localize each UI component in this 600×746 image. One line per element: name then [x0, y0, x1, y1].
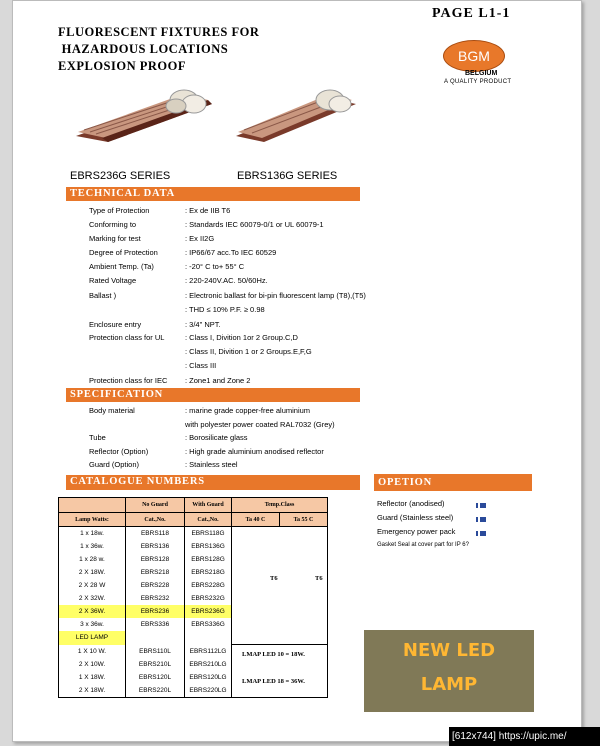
spec-value: with polyester power coated RAL7032 (Grey) [185, 420, 335, 429]
spec-label: Degree of Protection [89, 248, 158, 257]
table-cell: EBRS228G [185, 579, 232, 592]
table-row-led-heading [59, 631, 328, 645]
bgm-logo [443, 40, 505, 72]
title-line-3: EXPLOSION PROOF [58, 59, 186, 73]
table-cell: EBRS120LG [185, 671, 232, 684]
led-note-1: LMAP LED 10 = 18W. [242, 651, 305, 658]
spec-value: : 220-240V.AC. 50/60Hz. [185, 276, 268, 285]
spec-value: : Ex de IIB T6 [185, 206, 231, 215]
table-cell: 2 X 18W. [59, 566, 126, 579]
option-heading: OPETION [374, 474, 532, 491]
spec-label: Ballast ) [89, 291, 117, 300]
table-cell: 1 x 28 w. [59, 553, 126, 566]
spec-label: Rated Voltage [89, 276, 137, 285]
table-cell: 2 X 10W. [59, 658, 126, 671]
table-row [59, 645, 328, 658]
reflector-icon [476, 502, 486, 509]
table-cell: EBRS210L [126, 658, 185, 671]
spec-label: Tube [89, 433, 106, 442]
series-label-1: EBRS236G SERIES [70, 170, 171, 182]
table-cell: 1 X 10 W. [59, 645, 126, 658]
header-cell: Ta 40 C [232, 513, 280, 527]
header-cell: Cat.,No. [126, 513, 185, 527]
header-cell: Ta 55 C [280, 513, 328, 527]
table-cell: EBRS210LG [185, 658, 232, 671]
table-cell: EBRS118 [126, 527, 185, 541]
technical-data-heading: TECHNICAL DATA [66, 187, 360, 201]
table-cell: EBRS112LG [185, 645, 232, 658]
spec-value: : IP66/67 acc.To IEC 60529 [185, 248, 277, 257]
spec-label: Reflector (Option) [89, 447, 149, 456]
catalogue-heading: CATALOGUE NUMBERS [66, 475, 360, 490]
document-title [58, 24, 259, 75]
table-cell: EBRS218G [185, 566, 232, 579]
table-cell: EBRS128 [126, 553, 185, 566]
led-note-2: LMAP LED 18 = 36W. [242, 678, 305, 685]
spec-label: Type of Protection [89, 206, 150, 215]
table-cell: EBRS220LG [185, 684, 232, 698]
specification-heading: SPECIFICATION [66, 388, 360, 402]
image-host-footer: [612x744] https://upic.me/ [449, 727, 600, 746]
table-cell: EBRS220L [126, 684, 185, 698]
spec-value: : 3/4" NPT. [185, 320, 221, 329]
spec-value: : Standards IEC 60079-0/1 or UL 60079-1 [185, 220, 324, 229]
table-cell: EBRS228 [126, 579, 185, 592]
option-item: Gasket Seal at cover part for IP 6? [377, 542, 469, 548]
spec-label: Marking for test [89, 234, 141, 243]
spec-label: Protection class for IEC [89, 376, 168, 385]
spec-label: Body material [89, 406, 135, 415]
spec-value: : Class I, Divition 1or 2 Group.C,D [185, 333, 298, 342]
header-cell: With Guard [185, 498, 232, 513]
temp-class-ta55: T6 [315, 575, 323, 582]
spec-value: : Ex II2G [185, 234, 215, 243]
spec-label: Guard (Option) [89, 460, 140, 469]
spec-label: Ambient Temp. (Ta) [89, 262, 154, 271]
table-cell: 2 X 32W. [59, 592, 126, 605]
title-line-1: FLUORESCENT FIXTURES FOR [58, 25, 260, 39]
table-cell: 1 x 36w. [59, 540, 126, 553]
spec-value: : High grade aluminium anodised reflector [185, 447, 324, 456]
page-number: PAGE L1-1 [432, 6, 511, 21]
fixture-image-ebrs136g [232, 84, 362, 142]
option-item: Guard (Stainless steel) [377, 513, 454, 522]
guard-icon [476, 516, 486, 523]
spec-value: : -20° C to+ 55° C [185, 262, 245, 271]
table-cell: 1 X 18W. [59, 671, 126, 684]
table-cell: 2 X 28 W [59, 579, 126, 592]
header-cell: Lamp Watts: [59, 513, 126, 527]
new-led-lamp-banner [364, 630, 534, 712]
spec-label: Conforming to [89, 220, 137, 229]
table-cell: 2 X 18W. [59, 684, 126, 698]
table-cell: EBRS120L [126, 671, 185, 684]
table-cell: EBRS118G [185, 527, 232, 541]
table-cell: EBRS236 [126, 605, 185, 618]
spec-value: : Electronic ballast for bi-pin fluorescent lamp (T8),(T5) [185, 291, 366, 300]
led-note-cell [232, 645, 328, 698]
title-line-2: HAZARDOUS LOCATIONS [58, 42, 229, 56]
table-header-row [59, 513, 328, 527]
header-cell: Temp.Class [232, 498, 328, 513]
banner-line-2: LAMP [420, 674, 478, 695]
temp-class-ta40: T6 [270, 575, 278, 582]
spec-value: : Zone1 and Zone 2 [185, 376, 251, 385]
header-cell: Cat.,No. [185, 513, 232, 527]
logo-tagline: A QUALITY PRODUCT [444, 79, 512, 85]
spec-value: : Stainless steel [185, 460, 238, 469]
table-cell: EBRS336G [185, 618, 232, 631]
table-cell: 2 X 36W. [59, 605, 126, 618]
table-cell [185, 631, 232, 645]
table-cell: 3 x 36w. [59, 618, 126, 631]
table-cell: EBRS136 [126, 540, 185, 553]
logo-subtitle: BELGIUM [465, 70, 498, 77]
table-cell: EBRS232G [185, 592, 232, 605]
header-cell [59, 498, 126, 513]
table-cell: EBRS236G [185, 605, 232, 618]
table-cell: EBRS136G [185, 540, 232, 553]
table-cell: LED LAMP [59, 631, 126, 645]
spec-value: : Borosilicate glass [185, 433, 248, 442]
table-cell: EBRS232 [126, 592, 185, 605]
table-cell: EBRS128G [185, 553, 232, 566]
spec-value: : marine grade copper-free aluminium [185, 406, 311, 415]
temp-class-cell [232, 527, 328, 632]
table-cell: EBRS336 [126, 618, 185, 631]
spec-label: Enclosure entry [89, 320, 142, 329]
catalogue-table [58, 497, 328, 698]
banner-line-1: NEW LED [402, 640, 496, 661]
table-cell: 1 x 18w. [59, 527, 126, 541]
power-pack-icon [476, 530, 486, 537]
table-row [59, 527, 328, 541]
option-item: Reflector (anodised) [377, 499, 445, 508]
table-cell: EBRS218 [126, 566, 185, 579]
table-cell: EBRS110L [126, 645, 185, 658]
fixture-image-ebrs236g [72, 86, 217, 144]
logo-text: BGM [458, 48, 490, 64]
spec-value-thd: : THD ≤ 10% P.F. ≥ 0.98 [185, 305, 265, 314]
spec-label: Protection class for UL [89, 333, 165, 342]
spec-value: : Class III [185, 361, 217, 370]
header-cell: No Guard [126, 498, 185, 513]
series-label-2: EBRS136G SERIES [237, 170, 338, 182]
option-item: Emergency power pack [377, 527, 456, 536]
spec-value: : Class II, Divition 1 or 2 Groups.E,F,G [185, 347, 312, 356]
table-cell [126, 631, 185, 645]
table-header-row [59, 498, 328, 513]
